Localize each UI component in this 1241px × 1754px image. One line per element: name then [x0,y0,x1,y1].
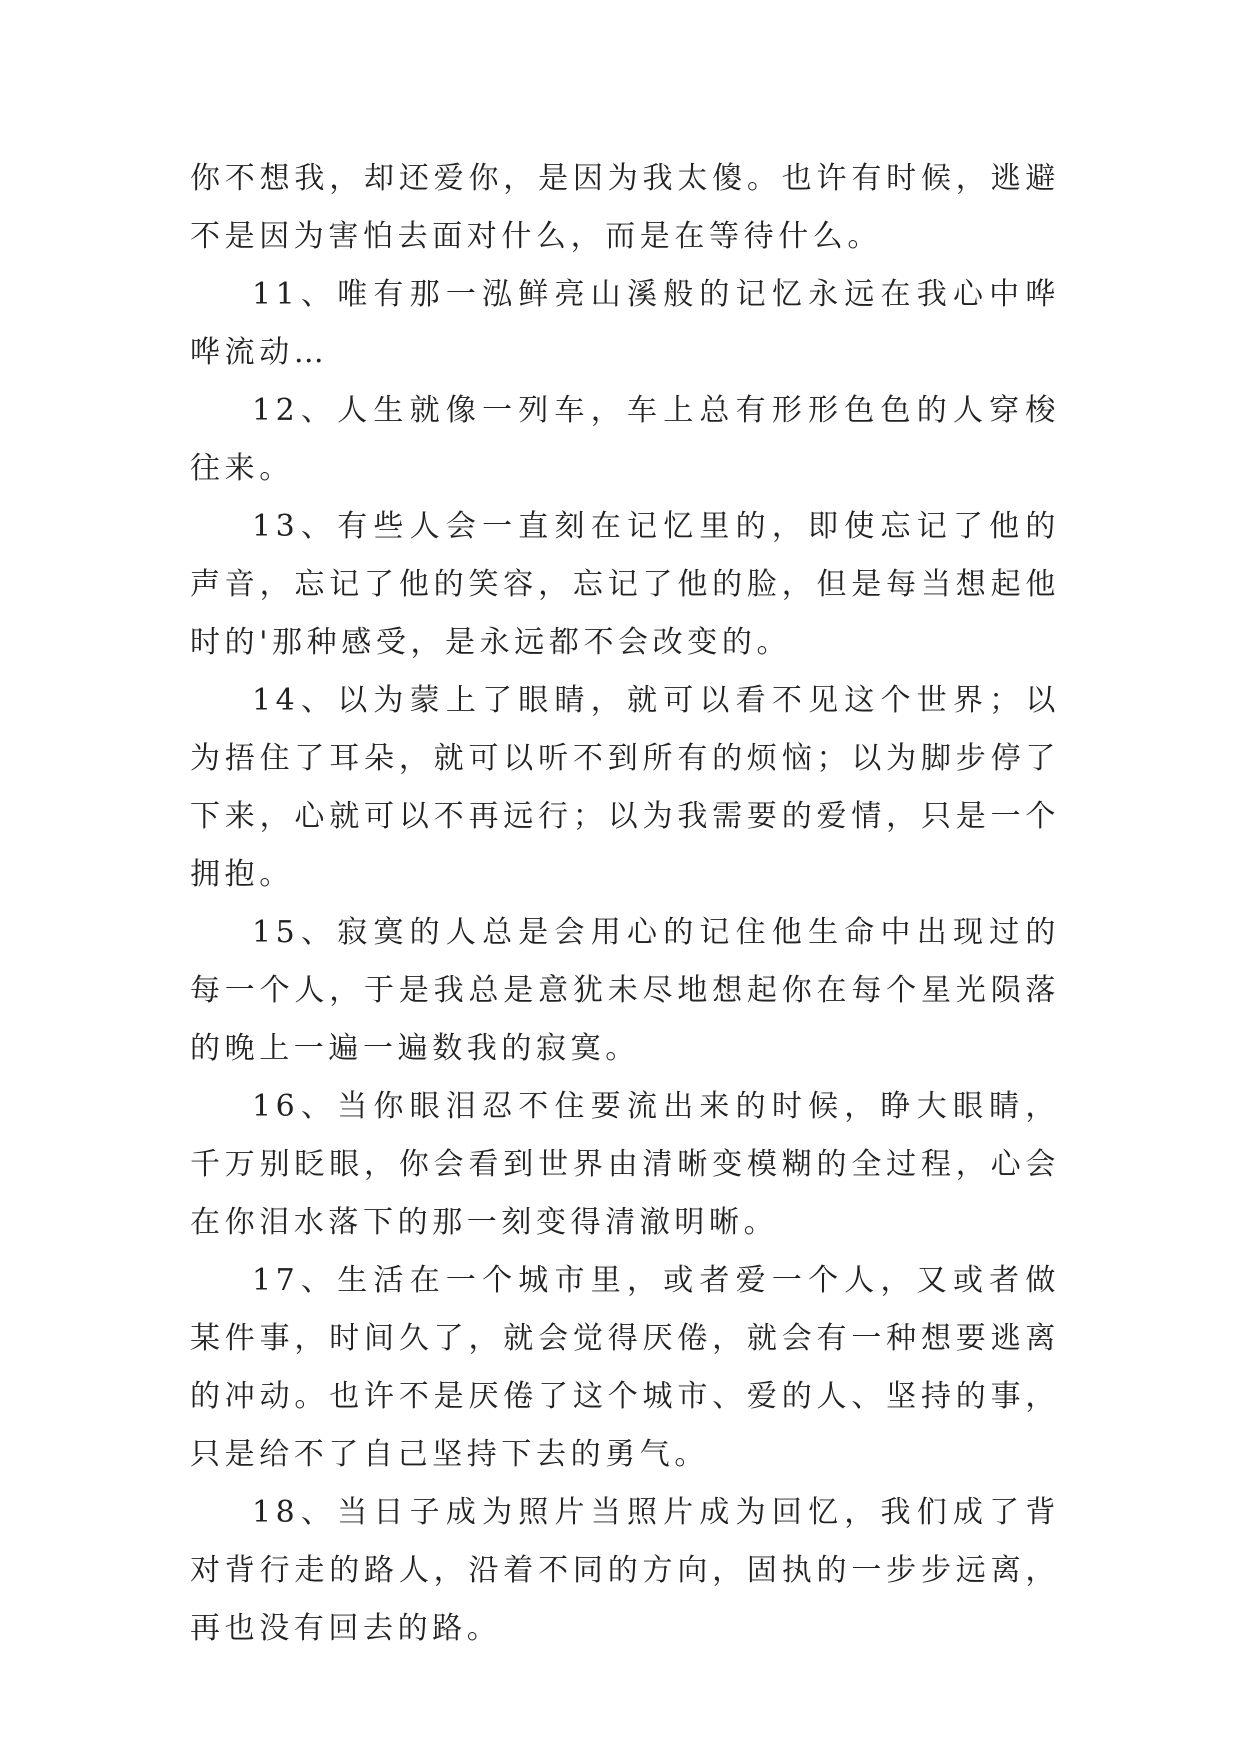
paragraph-12: 12、人生就像一列车，车上总有形形色色的人穿梭往来。 [190,393,1060,486]
paragraph-14: 14、以为蒙上了眼睛，就可以看不见这个世界；以为捂住了耳朵，就可以听不到所有的烦恼；以为脚步停了下来，心就可以不再远行；以为我需要的爱情，只是一个拥抱。 [190,683,1060,892]
paragraph-16: 16、当你眼泪忍不住要流出来的时候，睁大眼睛，千万别眨眼，你会看到世界由清晰变模糊的全过程，心会在你泪水落下的那一刻变得清澈明晰。 [190,1089,1060,1240]
paragraph-17: 17、生活在一个城市里，或者爱一个人，又或者做某件事，时间久了，就会觉得厌倦，就会有一种想要逃离的冲动。也许不是厌倦了这个城市、爱的人、坚持的事，只是给不了自己坚持下去的勇气。 [190,1263,1060,1472]
paragraph-13: 13、有些人会一直刻在记忆里的，即使忘记了他的声音，忘记了他的笑容，忘记了他的脸，但是每当想起他时的'那种感受，是永远都不会改变的。 [190,509,1060,660]
paragraph-11: 11、唯有那一泓鲜亮山溪般的记忆永远在我心中哗哗流动… [190,277,1060,370]
paragraph-15: 15、寂寞的人总是会用心的记住他生命中出现过的每一个人，于是我总是意犹未尽地想起你在每个星光陨落的晚上一遍一遍数我的寂寞。 [190,915,1060,1066]
paragraph-intro: 你不想我，却还爱你，是因为我太傻。也许有时候，逃避不是因为害怕去面对什么，而是在等待什么。 [190,161,1060,254]
document-page [190,150,1060,1658]
paragraph-18: 18、当日子成为照片当照片成为回忆，我们成了背对背行走的路人，沿着不同的方向，固执的一步步远离，再也没有回去的路。 [190,1495,1060,1646]
